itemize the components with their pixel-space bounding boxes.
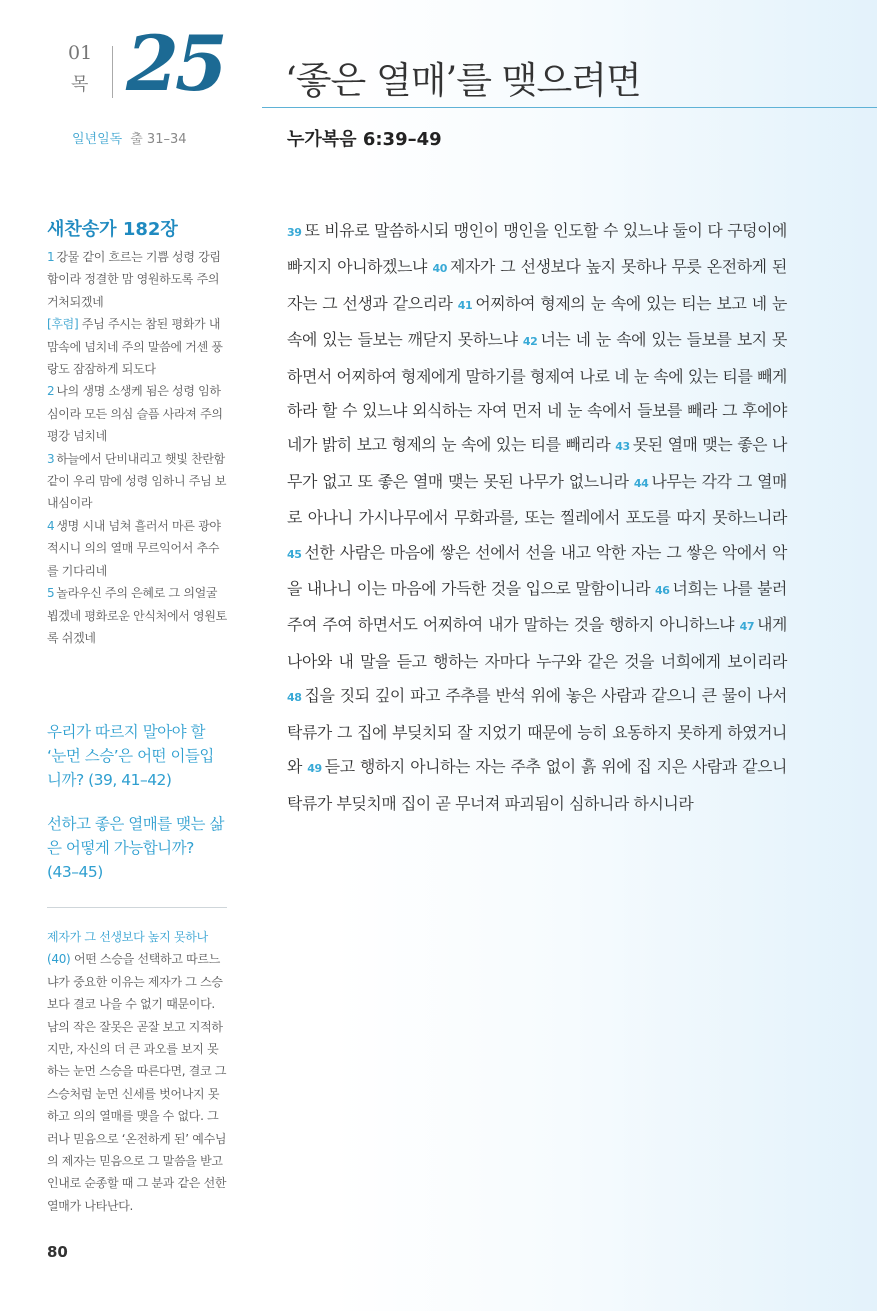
verse-text: 제자가 그 선생보다 높지 못하나 무릇 온전하게 된 자는 그 선생과 같으리라 bbox=[287, 257, 787, 313]
page-title: ‘좋은 열매’를 맺으려면 bbox=[285, 59, 641, 102]
verse-text: 선한 사람은 마음에 쌓은 선에서 선을 내고 악한 자는 그 쌓은 악에서 악을 내나니 이는 마음에 가득한 것을 입으로 말함이니라 bbox=[287, 542, 787, 599]
date-divider bbox=[112, 46, 113, 98]
hymn-title: 새찬송가 182장 bbox=[47, 219, 178, 240]
verse-text: 또 비유로 말씀하시되 맹인이 맹인을 인도할 수 있느냐 둘이 다 구덩이에 빠지지 아니하겠느냐 bbox=[287, 221, 787, 277]
hymn-verse-number: 5 bbox=[47, 586, 55, 601]
title-underline bbox=[262, 107, 877, 108]
note-highlight: 제자가 그 선생보다 높지 못하나(40) bbox=[47, 930, 208, 967]
verse-text: 내게 나아와 내 말을 듣고 행하는 자마다 누구와 같은 것을 너희에게 보이리라 bbox=[287, 615, 787, 671]
hymn-verse-number: 1 bbox=[47, 250, 55, 264]
hymn-verse-number: 2 bbox=[47, 384, 55, 399]
hymn-verse-text: 강물 같이 흐르는 기쁨 성령 강림함이라 정결한 맘 영원하도록 주의 거처되겠네 bbox=[47, 250, 221, 309]
note-text: 어떤 스승을 선택하고 따르느냐가 중요한 이유는 제자가 그 스승보다 결코 나을 수 없기 때문이다. 남의 작은 잘못은 곧잘 보고 지적하지만, 자신의 더 큰 과오를 보지 못하는 눈먼 스승을 따른다면, 결코 그 스승처럼 눈먼 신세를 벗어나지 못하고 의의 열매를 맺을 수 없다. 그러나 믿음으로 ‘온전하게 된’ 예수님의 제자는 믿음으로 그 말씀을 받고 인내로 순종할 때 그 분과 같은 선한 열매가 나타난다. bbox=[47, 952, 227, 1213]
hymn-verse-text: 나의 생명 소생케 됨은 성령 임하심이라 모든 의심 슬픔 사라져 주의 평강 넘치네 bbox=[47, 384, 223, 444]
month-number: 01 bbox=[68, 42, 93, 64]
verse-number: 45 bbox=[287, 547, 302, 561]
verse-number: 42 bbox=[522, 335, 538, 349]
question-2: 선하고 좋은 열매를 맺는 삶은 어떻게 가능합니까? (43–45) bbox=[47, 815, 224, 881]
verse-number: 48 bbox=[287, 691, 302, 705]
verse-text: 못된 열매 맺는 좋은 나무가 없고 또 좋은 열매 맺는 못된 나무가 없느니라 bbox=[287, 435, 787, 491]
yearly-reading-label: 일년일독 bbox=[72, 132, 123, 147]
hymn-verse-text: 주님 주시는 참된 평화가 내 맘속에 넘치네 주의 말씀에 거센 풍랑도 잠잠하게 되도다 bbox=[47, 317, 223, 377]
weekday: 목 bbox=[71, 74, 89, 95]
verse-number: 44 bbox=[633, 476, 649, 490]
verse-text: 너는 네 눈 속에 있는 들보를 보지 못하면서 어찌하여 형제에게 말하기를 형제여 나로 네 눈 속에 있는 티를 빼게 하라 할 수 있느냐 외식하는 자여 먼저 네 눈 속에서 들보를 빼라 그 후에야 네가 밝히 보고 형제의 눈 속에 있는 티를 빼리라 bbox=[287, 330, 787, 455]
scripture-reference: 누가복음 6:39–49 bbox=[287, 129, 442, 150]
verse-text: 집을 짓되 깊이 파고 주추를 반석 위에 놓은 사람과 같으니 큰 물이 나서 탁류가 그 집에 부딪치되 잘 지었기 때문에 능히 요동하지 못하게 하였거니와 bbox=[287, 686, 787, 777]
verse-text: 나무는 각각 그 열매로 아나니 가시나무에서 무화과를, 또는 찔레에서 포도를 따지 못하느니라 bbox=[287, 471, 788, 528]
hymn-verse-number: 4 bbox=[47, 518, 55, 533]
verse-number: 43 bbox=[615, 440, 630, 454]
page-number: 80 bbox=[47, 1243, 68, 1261]
hymn-verse-text: 놀라우신 주의 은혜로 그 의얼굴 뵙겠네 평화로운 안식처에서 영원토록 쉬겠네 bbox=[47, 586, 227, 645]
hymn-verse-text: 하늘에서 단비내리고 햇빛 찬란함 같이 우리 맘에 성령 임하니 주님 보내심이라 bbox=[47, 451, 227, 511]
hymn-verse-text: 생명 시내 넘쳐 흘러서 마른 광야 적시니 의의 열매 무르익어서 추수를 기다리네 bbox=[47, 518, 221, 578]
hymn-chorus-label: [후렴] bbox=[47, 317, 79, 332]
question-1: 우리가 따르지 말아야 할 ‘눈먼 스승’은 어떤 이들입니까? (39, 41–42) bbox=[47, 723, 214, 789]
commentary-note bbox=[47, 926, 227, 1217]
yearly-reading-ref: 출 31–34 bbox=[130, 132, 187, 147]
verse-number: 46 bbox=[655, 584, 670, 598]
verse-number: 47 bbox=[739, 620, 755, 634]
scripture-text bbox=[287, 214, 787, 821]
verse-text: 너희는 나를 불러 주여 주여 하면서도 어찌하여 내가 말하는 것을 행하지 아니하느냐 bbox=[287, 579, 787, 635]
yearly-reading bbox=[72, 128, 187, 147]
verse-number: 39 bbox=[287, 226, 302, 239]
verse-text: 듣고 행하지 아니하는 자는 주추 없이 흙 위에 집 지은 사람과 같으니 탁류가 부딪치매 집이 곧 무너져 파괴됨이 심하니라 하시니라 bbox=[287, 757, 787, 813]
date-block bbox=[60, 19, 250, 108]
verse-number: 41 bbox=[457, 298, 473, 312]
verse-text: 어찌하여 형제의 눈 속에 있는 티는 보고 네 눈 속에 있는 들보는 깨닫지 못하느냐 bbox=[287, 293, 787, 350]
verse-number: 49 bbox=[307, 762, 322, 776]
day-number: 25 bbox=[126, 19, 224, 108]
hymn-verse-number: 3 bbox=[47, 451, 55, 466]
verse-number: 40 bbox=[432, 262, 447, 276]
sidebar-divider bbox=[47, 907, 227, 908]
hymn-lyrics bbox=[47, 246, 227, 649]
